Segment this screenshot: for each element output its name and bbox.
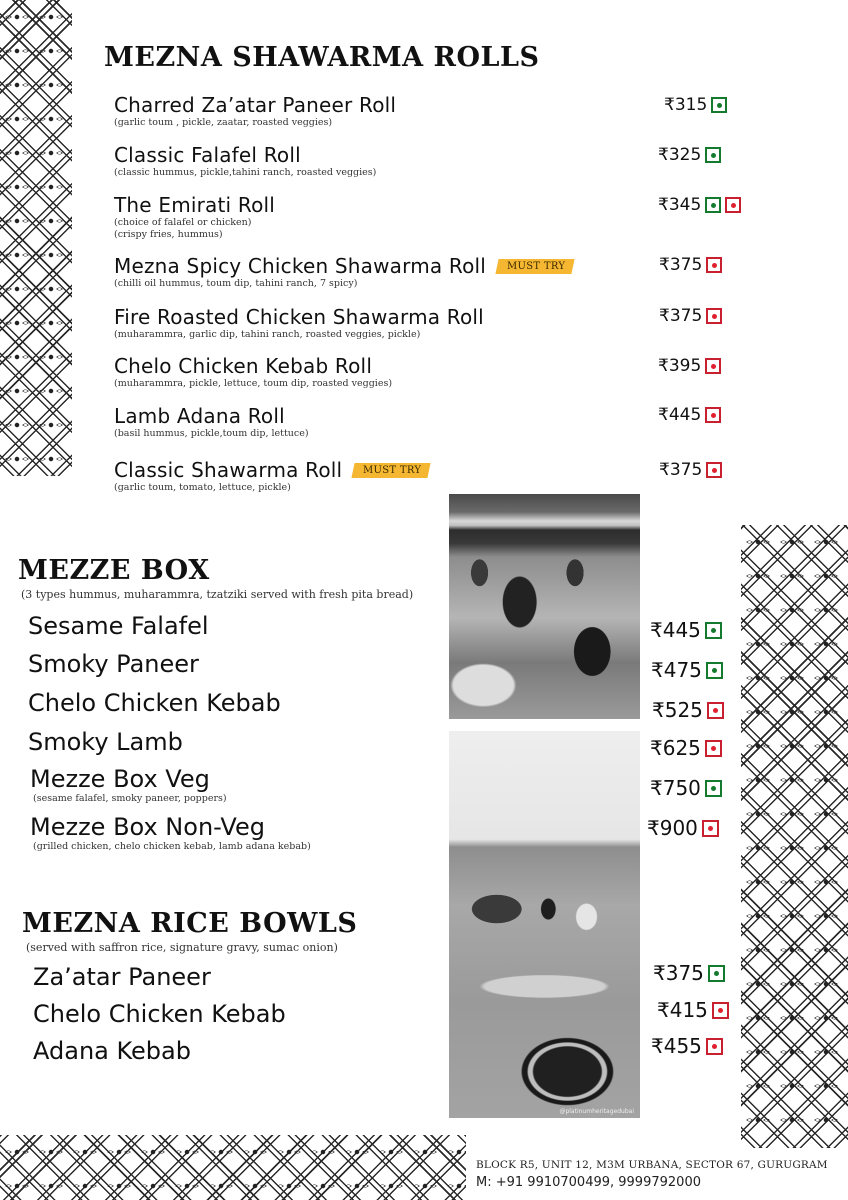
item-name: Classic Falafel Roll (114, 143, 301, 167)
menu-item (114, 305, 484, 341)
item-description: (choice of falafel or chicken) (114, 217, 252, 228)
section-title-mezze-box: MEZZE BOX (18, 555, 210, 586)
menu-item (33, 963, 211, 991)
item-price (659, 460, 722, 480)
menu-item (30, 813, 311, 853)
menu-item (30, 765, 227, 805)
non-veg-icon (725, 197, 741, 213)
item-price (651, 658, 723, 682)
price-amount: ₹345 (658, 195, 702, 215)
item-price (650, 736, 722, 760)
must-try-badge (496, 259, 575, 274)
item-description: (muharammra, pickle, lettuce, toum dip, roasted veggies) (114, 378, 393, 389)
item-price (658, 195, 741, 215)
item-price (650, 618, 722, 642)
badge-label: MUST TRY (507, 260, 566, 272)
item-name: Charred Za’atar Paneer Roll (114, 93, 397, 117)
price-amount: ₹325 (658, 145, 702, 165)
item-price (652, 698, 724, 722)
section-title-shawarma-rolls: MEZNA SHAWARMA ROLLS (104, 42, 540, 73)
non-veg-icon (705, 358, 721, 374)
desert-picnic-photo (449, 731, 640, 1118)
non-veg-icon (702, 820, 719, 837)
item-price (650, 776, 722, 800)
menu-item (28, 728, 183, 756)
desert-lantern-photo (449, 494, 640, 719)
geometric-pattern-border-bottom (0, 1135, 466, 1200)
item-description: (basil hummus, pickle,toum dip, lettuce) (114, 428, 309, 439)
item-name: Chelo Chicken Kebab (33, 1000, 286, 1028)
item-name: Smoky Lamb (28, 728, 183, 756)
geometric-pattern-border-left (0, 0, 72, 476)
veg-icon (705, 622, 722, 639)
price-amount: ₹315 (664, 95, 708, 115)
menu-item (28, 612, 209, 640)
section-title-rice-bowls: MEZNA RICE BOWLS (22, 908, 358, 939)
badge-label: MUST TRY (363, 464, 422, 476)
item-name: Za’atar Paneer (33, 963, 211, 991)
item-price (658, 356, 721, 376)
non-veg-icon (706, 257, 722, 273)
item-price (664, 95, 727, 115)
section-subtitle-mezze-box: (3 types hummus, muharammra, tzatziki served with fresh pita bread) (21, 588, 414, 601)
menu-item (114, 93, 396, 129)
item-name: Chelo Chicken Kebab Roll (114, 354, 373, 378)
price-amount: ₹445 (650, 618, 701, 642)
menu-item (33, 1000, 286, 1028)
item-name: Classic Shawarma Roll (114, 458, 343, 482)
item-description: (chilli oil hummus, toum dip, tahini ranch, 7 spicy) (114, 278, 358, 289)
menu-item (114, 254, 573, 290)
photo-credit: @platinumheritagedubai (559, 1108, 634, 1115)
price-amount: ₹750 (650, 776, 701, 800)
menu-item (114, 143, 376, 179)
item-description: (garlic toum, tomato, lettuce, pickle) (114, 482, 291, 493)
non-veg-icon (706, 1038, 723, 1055)
veg-icon (705, 780, 722, 797)
footer-address: BLOCK R5, UNIT 12, M3M URBANA, SECTOR 67, GURUGRAM (476, 1159, 828, 1171)
item-description: (classic hummus, pickle,tahini ranch, roasted veggies) (114, 167, 377, 178)
menu-item (114, 404, 309, 440)
item-price (651, 1034, 723, 1058)
item-description: (garlic toum , pickle, zaatar, roasted veggies) (114, 117, 333, 128)
menu-item (114, 354, 392, 390)
item-price (653, 961, 725, 985)
non-veg-icon (706, 462, 722, 478)
item-price (659, 255, 722, 275)
item-price (657, 998, 729, 1022)
price-amount: ₹395 (658, 356, 702, 376)
price-amount: ₹625 (650, 736, 701, 760)
menu-item (33, 1037, 191, 1065)
item-price (647, 816, 719, 840)
item-name: Mezze Box Veg (30, 765, 210, 793)
veg-icon (708, 965, 725, 982)
menu-item (114, 193, 275, 241)
footer-phone: M: +91 9910700499, 9999792000 (476, 1175, 701, 1190)
price-amount: ₹375 (659, 460, 703, 480)
item-price (659, 306, 722, 326)
item-name: Sesame Falafel (28, 612, 209, 640)
non-veg-icon (707, 702, 724, 719)
price-amount: ₹525 (652, 698, 703, 722)
item-name: Mezze Box Non-Veg (30, 813, 265, 841)
must-try-badge (352, 463, 431, 478)
item-name: Adana Kebab (33, 1037, 191, 1065)
item-name: Mezna Spicy Chicken Shawarma Roll (114, 254, 487, 278)
item-name: Chelo Chicken Kebab (28, 689, 281, 717)
veg-icon (705, 147, 721, 163)
veg-icon (711, 97, 727, 113)
item-name: Lamb Adana Roll (114, 404, 285, 428)
price-amount: ₹900 (647, 816, 698, 840)
price-amount: ₹475 (651, 658, 702, 682)
non-veg-icon (705, 740, 722, 757)
item-price (658, 405, 721, 425)
item-description: (muharammra, garlic dip, tahini ranch, roasted veggies, pickle) (114, 329, 421, 340)
price-amount: ₹375 (653, 961, 704, 985)
non-veg-icon (712, 1002, 729, 1019)
veg-icon (705, 197, 721, 213)
item-price (658, 145, 721, 165)
non-veg-icon (706, 308, 722, 324)
menu-item (28, 689, 281, 717)
geometric-pattern-border-right (741, 525, 848, 1148)
non-veg-icon (705, 407, 721, 423)
veg-icon (706, 662, 723, 679)
item-name: Fire Roasted Chicken Shawarma Roll (114, 305, 484, 329)
price-amount: ₹415 (657, 998, 708, 1022)
section-subtitle-rice-bowls: (served with saffron rice, signature gravy, sumac onion) (26, 941, 338, 954)
price-amount: ₹375 (659, 306, 703, 326)
menu-item (28, 650, 199, 678)
item-name: The Emirati Roll (114, 193, 276, 217)
item-description: (crispy fries, hummus) (114, 229, 223, 240)
menu-item (114, 458, 430, 494)
price-amount: ₹455 (651, 1034, 702, 1058)
item-name: Smoky Paneer (28, 650, 199, 678)
price-amount: ₹445 (658, 405, 702, 425)
item-description: (sesame falafel, smoky paneer, poppers) (33, 793, 227, 804)
item-description: (grilled chicken, chelo chicken kebab, lamb adana kebab) (33, 841, 311, 852)
price-amount: ₹375 (659, 255, 703, 275)
